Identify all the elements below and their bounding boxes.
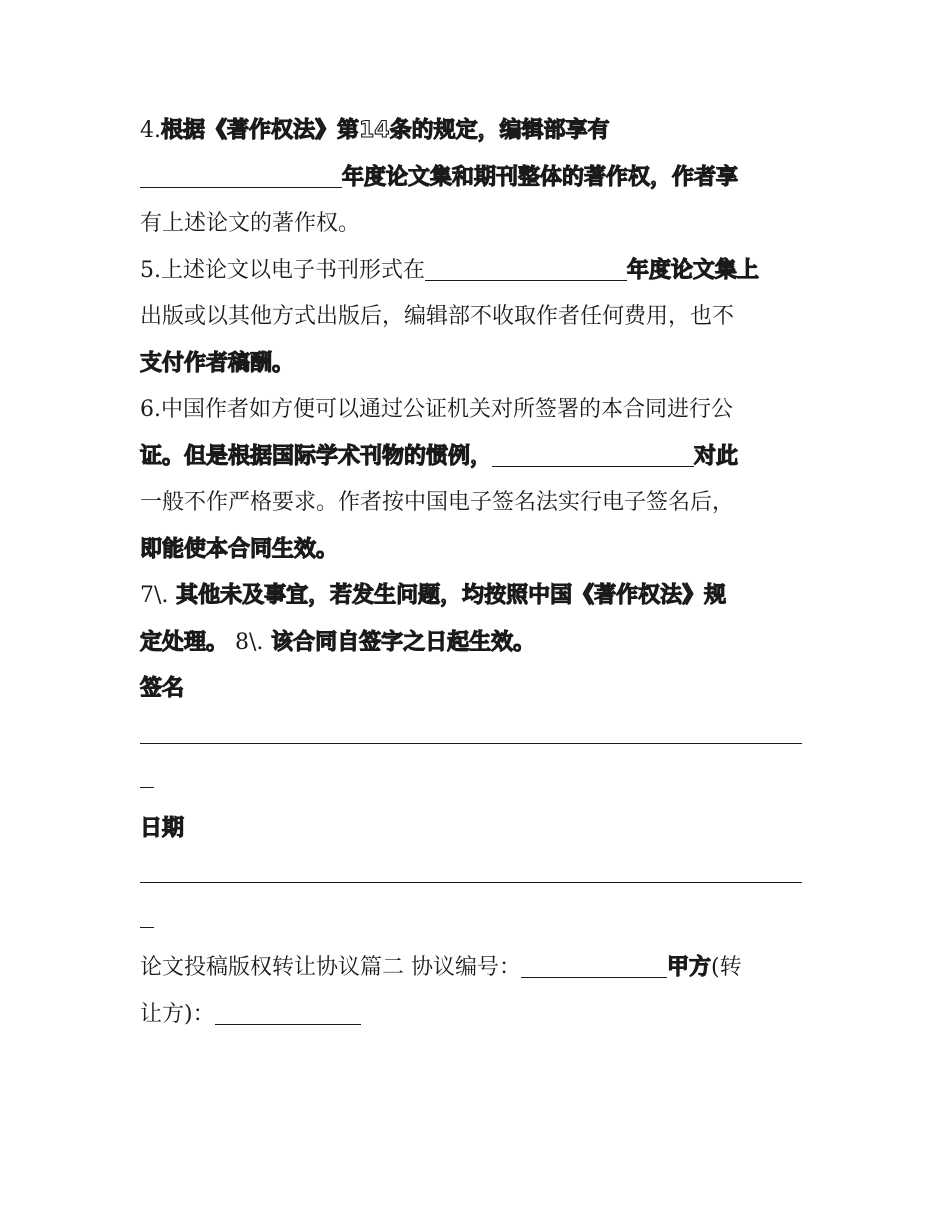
item-6-text-2a: 证。但是根据国际学术刊物的惯例，: [140, 443, 493, 469]
item-6-line-4: [140, 527, 812, 574]
item-5-line-3: [140, 341, 812, 388]
section-2-text-1: 论文投稿版权转让协议篇二 协议编号：: [140, 955, 521, 980]
signature-label-line: [140, 666, 812, 713]
section-2-line-2: [140, 992, 812, 1039]
document-body: [140, 108, 812, 1038]
item-5-text-2: 出版或以其他方式出版后，编辑部不收取作者任何费用，也不: [140, 304, 735, 329]
date-label: 日期: [140, 815, 185, 841]
item-7-number: 7\.: [140, 583, 169, 608]
item-4-text-3: 有上述论文的著作权。: [140, 211, 361, 236]
signature-label: 签名: [140, 676, 185, 701]
transferor-field[interactable]: [215, 998, 361, 1025]
item-4-line-3: [140, 201, 812, 248]
item-4-text-2: 年度论文集和期刊整体的著作权，作者享: [342, 164, 739, 190]
item-5-text-1b: 年度论文集上: [627, 257, 760, 283]
agreement-number-field[interactable]: [521, 951, 667, 978]
party-a-label: 甲方: [667, 955, 712, 980]
signature-field[interactable]: [140, 713, 802, 744]
item-8-number: 8\.: [228, 629, 264, 655]
item-4-text-1: 根据《著作权法》第14条的规定，编辑部享有: [161, 118, 610, 143]
item-7-text-2: 定处理。: [140, 629, 229, 655]
date-field[interactable]: [140, 852, 802, 883]
item-5-text-1a: 上述论文以电子书刊形式在: [161, 257, 426, 283]
item-6-text-2b: 对此: [694, 443, 739, 469]
item-6-line-3: [140, 480, 812, 527]
item-7-line-1: [140, 573, 812, 620]
item-7-text-1: 其他未及事宜，若发生问题，均按照中国《著作权法》规: [168, 583, 727, 608]
section-2-line-1: [140, 945, 812, 992]
item-4-line-2: [140, 155, 812, 202]
party-blank[interactable]: [492, 440, 694, 467]
item-4-number: 4.: [140, 118, 161, 143]
signature-field-stub: [140, 761, 154, 788]
item-5-line-2: [140, 294, 812, 341]
section-2-text-1b: (转: [711, 955, 742, 980]
item-5-text-3: 支付作者稿酬。: [140, 350, 295, 376]
signature-stub-line: [140, 759, 812, 806]
item-4-line-1: [140, 108, 812, 155]
section-2-text-2: 让方)：: [140, 1001, 215, 1027]
signature-blank-line: [140, 713, 812, 760]
item-5-line-1: [140, 248, 812, 295]
date-stub-line: [140, 899, 812, 946]
item-6-line-1: [140, 387, 812, 434]
item-5-number: 5.: [140, 257, 161, 283]
date-field-stub: [140, 901, 154, 928]
item-6-number: 6.: [140, 397, 161, 422]
year-blank-1[interactable]: [140, 161, 342, 188]
item-6-text-1: 中国作者如方便可以通过公证机关对所签署的本合同进行公: [161, 397, 734, 422]
item-7-line-2: [140, 620, 812, 667]
date-label-line: [140, 806, 812, 853]
item-6-line-2: [140, 434, 812, 481]
date-blank-line: [140, 852, 812, 899]
item-8-text: 该合同自签字之日起生效。: [263, 629, 536, 655]
item-6-text-4: 即能使本合同生效。: [140, 536, 339, 562]
year-blank-2[interactable]: [425, 254, 627, 281]
item-6-text-3: 一般不作严格要求。作者按中国电子签名法实行电子签名后，: [140, 490, 735, 515]
